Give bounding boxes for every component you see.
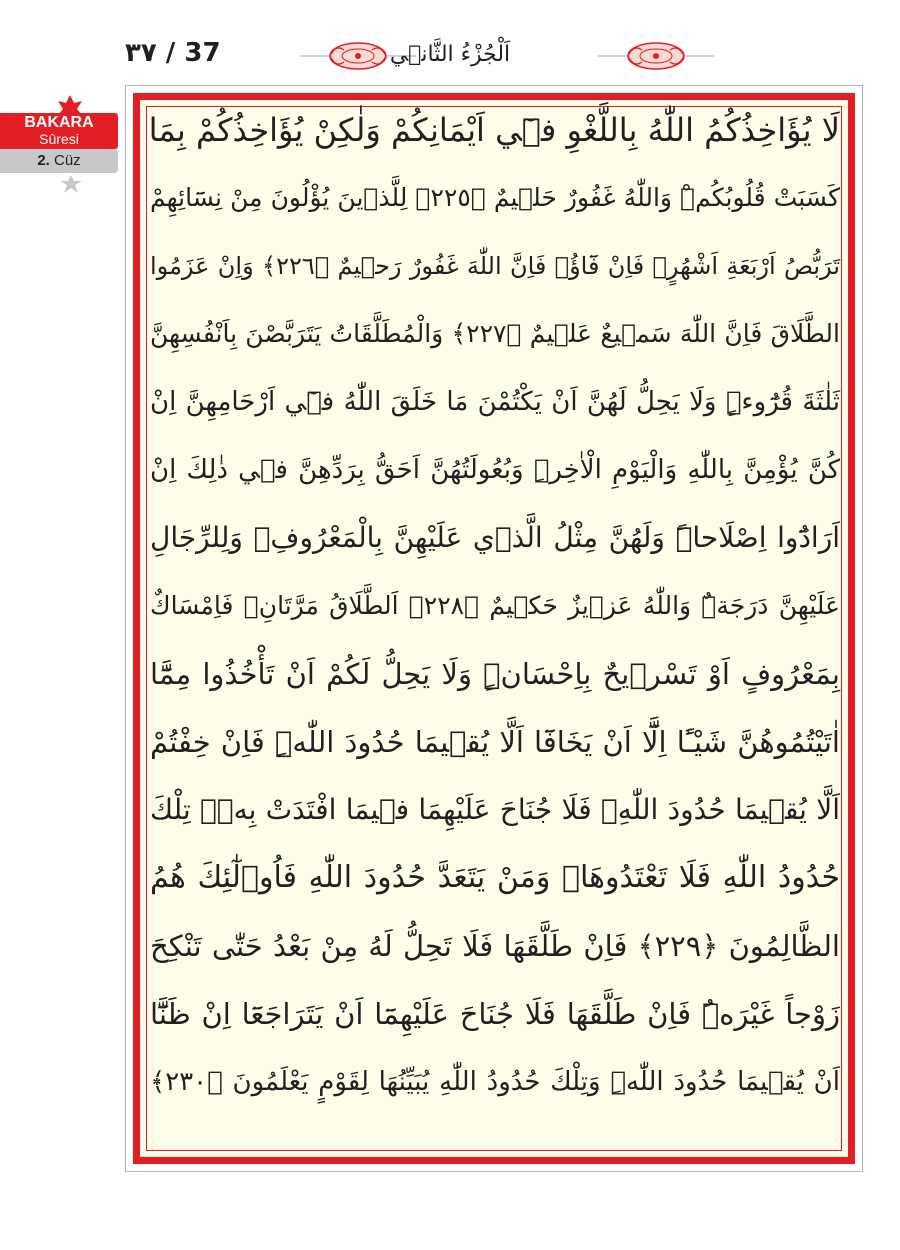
text-line: كُنَّ يُؤْمِنَّ بِاللّٰهِ وَالْيَوْمِ الْاٰخِرِۜ وَبُعُولَتُهُنَّ اَحَقُّ بِرَدِّهِنَّ ف۪ي ذٰلِكَ اِنْ — [150, 455, 840, 485]
sure-tag — [0, 95, 118, 195]
text-line: اَرَادُٓوا اِصْلَاحاًۜ وَلَهُنَّ مِثْلُ الَّذ۪ي عَلَيْهِنَّ بِالْمَعْرُوفِۖ وَلِلرِّجَالِ — [150, 521, 840, 554]
juz-label: Cüz — [54, 152, 81, 169]
text-line: لَا يُؤَاخِذُكُمُ اللّٰهُ بِاللَّغْوِ ف۪ٓي اَيْمَانِكُمْ وَلٰكِنْ يُؤَاخِذُكُمْ بِمَا — [148, 111, 840, 149]
page-number: ٣٧ / 37 — [125, 38, 221, 68]
text-line: الطَّلَاقَ فَاِنَّ اللّٰهَ سَم۪يعٌ عَل۪يمٌ ﴿٢٢٧﴾ وَالْمُطَلَّقَاتُ يَتَرَبَّصْنَ بِاَنْفُسِهِنَّ — [150, 319, 840, 348]
text-line: ثَلٰثَةَ قُرُٓوءٍۜ وَلَا يَحِلُّ لَهُنَّ اَنْ يَكْتُمْنَ مَا خَلَقَ اللّٰهُ ف۪ٓي اَرْحَامِهِنَّ اِنْ — [150, 387, 840, 417]
fleur-tail-icon — [60, 175, 82, 193]
text-line: بِمَعْرُوفٍ اَوْ تَسْر۪يحٌ بِاِحْسَانٍۜ وَلَا يَحِلُّ لَكُمْ اَنْ تَأْخُذُوا مِمَّٓا — [150, 657, 840, 691]
text-line: اَلَّا يُق۪يمَا حُدُودَ اللّٰهِۙ فَلَا جُنَاحَ عَلَيْهِمَا ف۪يمَا افْتَدَتْ بِه۪ۜ تِلْكَ — [150, 793, 840, 826]
sure-sub: Sûresi — [39, 131, 79, 147]
ornament-right-icon — [598, 36, 714, 76]
juz-number: 2. — [37, 152, 50, 169]
text-line: اَنْ يُق۪يمَا حُدُودَ اللّٰهِۜ وَتِلْكَ حُدُودُ اللّٰهِ يُبَيِّنُهَا لِقَوْمٍ يَعْلَمُونَ ﴿٢٣٠﴾ — [150, 1067, 840, 1097]
text-line: الظَّالِمُونَ ﴿٢٢٩﴾ فَاِنْ طَلَّقَهَا فَلَا تَحِلُّ لَهُ مِنْ بَعْدُ حَتّٰى تَنْكِحَ — [150, 929, 840, 963]
text-line: اٰتَيْتُمُوهُنَّ شَيْـًٔا اِلَّٓا اَنْ يَخَافَٓا اَلَّا يُق۪يمَا حُدُودَ اللّٰهِۜ فَاِنْ خِفْتُمْ — [150, 725, 840, 759]
text-line: كَسَبَتْ قُلُوبُكُمْۜ وَاللّٰهُ غَفُورٌ حَل۪يمٌ ﴿٢٢٥﴾ لِلَّذ۪ينَ يُؤْلُونَ مِنْ نِسَٓائِهِمْ — [150, 183, 840, 212]
text-line: تَرَبُّصُ اَرْبَعَةِ اَشْهُرٍۚ فَاِنْ فَٓاؤُ۫ فَاِنَّ اللّٰهَ غَفُورٌ رَح۪يمٌ ﴿٢٢٦﴾ وَاِنْ عَزَمُوا — [150, 252, 841, 280]
page-header — [0, 0, 900, 95]
quran-text — [150, 100, 840, 1150]
sure-name: BAKARA — [24, 114, 94, 131]
text-line: عَلَيْهِنَّ دَرَجَةٌۜ وَاللّٰهُ عَز۪يزٌ حَك۪يمٌ ﴿٢٢٨﴾ اَلطَّلَاقُ مَرَّتَانِۖ فَاِمْسَاكٌ — [150, 591, 840, 620]
sure-name-box — [0, 113, 118, 149]
text-line: حُدُودُ اللّٰهِ فَلَا تَعْتَدُوهَاۚ وَمَنْ يَتَعَدَّ حُدُودَ اللّٰهِ فَاُو۬لٰٓئِكَ هُمُ — [150, 860, 840, 895]
fleur-icon — [55, 95, 85, 115]
text-line: زَوْجاً غَيْرَهُۜ فَاِنْ طَلَّقَهَا فَلَا جُنَاحَ عَلَيْهِمَٓا اَنْ يَتَرَاجَعَٓا اِنْ ظَنَّٓا — [150, 997, 840, 1031]
juz-title: اَلْجُزْءُ الثَّان۪ي — [389, 42, 511, 67]
juz-badge — [0, 149, 118, 173]
